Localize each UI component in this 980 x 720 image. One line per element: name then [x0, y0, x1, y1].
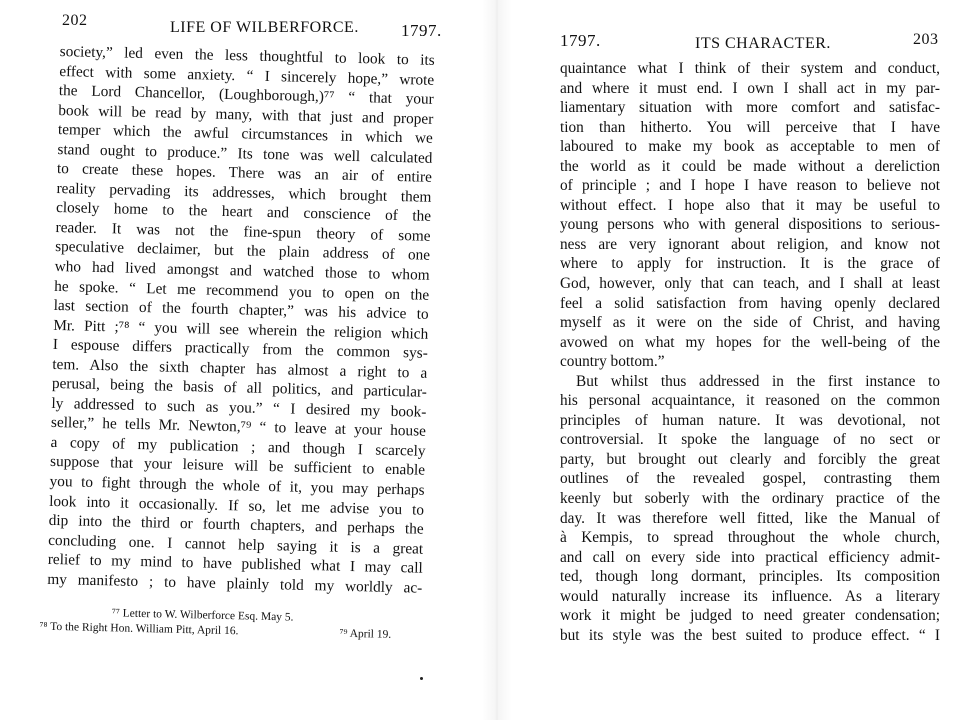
text-line: speculative declaimer, but the plain address of one — [54, 238, 431, 265]
text-line: effect with some anxiety. “ I sincerely hope,” wrote — [59, 62, 435, 89]
right-page-number: 203 — [913, 31, 939, 48]
left-page-number: 202 — [62, 12, 88, 29]
right-page-year: 1797. — [560, 31, 601, 50]
text-line: suppose that your leisure will be sufficient to enable — [49, 453, 426, 480]
right-page-body — [560, 59, 942, 645]
text-line: But whilst thus addressed in the first instance to — [576, 372, 940, 390]
scan-speck — [420, 677, 423, 680]
text-line: party, but brought out clearly and forcibly the great — [560, 450, 940, 468]
right-running-title: ITS CHARACTER. — [695, 35, 831, 52]
text-line: book will be read by many, with that just and proper — [58, 101, 434, 128]
text-line: I espouse differs practically from the common sys- — [52, 336, 428, 362]
text-line: myself as it were on the side of Christ, and having — [560, 314, 940, 332]
text-line: ness are very ignorant about religion, and know not — [560, 235, 940, 253]
text-line: controversial. It spoke the language of no sect or — [560, 431, 940, 449]
text-line: and where it must end. I own I shall act in my par- — [560, 79, 940, 97]
text-line: ted, though long dormant, principles. Its composition — [560, 568, 940, 586]
left-footnotes — [39, 605, 420, 644]
text-line: to create these hopes. There was an air of entire — [56, 160, 433, 187]
text-line: my manifesto ; to have plainly told my worldly ac- — [47, 570, 423, 597]
text-line: reader. It was not the fine-spun theory of some — [55, 218, 431, 245]
left-page-body — [0, 41, 490, 600]
text-line: but its style was the best suited to produce effect. “ I — [560, 626, 940, 644]
text-line: without effect. I hope also that it may be useful to — [560, 196, 940, 214]
text-line: outlines of the revealed gospel, contrasting them — [560, 470, 940, 488]
text-line: his personal acquaintance, it reasoned on the common — [560, 392, 940, 410]
footnote-78: ⁷⁸ To the Right Hon. William Pitt, April 16. — [39, 620, 239, 638]
text-line: work it might be judged to need greater condensation; — [560, 607, 940, 625]
text-line: seller,” he tells Mr. Newton,⁷⁹ “ to leave at your house — [50, 414, 427, 441]
text-line: dip into the third or fourth chapters, and perhaps the — [48, 511, 424, 538]
text-line: a copy of my publication ; and though I scarcely — [50, 433, 426, 460]
text-line: you to fight through the whole of it, you may perhaps — [49, 472, 425, 499]
text-line: laboured to make my book as acceptable to men of — [560, 138, 940, 156]
text-line: country bottom.” — [560, 353, 665, 371]
text-line: the Lord Chancellor, (Loughborough,)⁷⁷ “ that your — [58, 82, 434, 108]
text-line: relief to my mind to have published what I may call — [47, 551, 423, 577]
text-line: à Kempis, to spread throughout the whole church, — [560, 529, 940, 547]
text-line: ly addressed to such as you.” “ I desired my book- — [51, 394, 427, 421]
footnote-79: ⁷⁹ April 19. — [339, 627, 392, 641]
left-page-year: 1797. — [401, 21, 442, 40]
text-line: he spoke. “ Let me recommend you to open on the — [54, 277, 430, 304]
text-line: last section of the fourth chapter,” was his advice to — [53, 297, 429, 323]
left-running-title: LIFE OF WILBERFORCE. — [170, 19, 359, 36]
text-line: liamentary situation with more comfort and satisfac- — [560, 99, 940, 117]
text-line: quaintance what I think of their system and conduct, — [560, 60, 940, 77]
text-line: Mr. Pitt ;⁷⁸ “ you will see wherein the religion which — [53, 316, 429, 343]
text-line: the world as it could be made without a dereliction — [560, 157, 940, 175]
text-line: who had lived amongst and watched those to whom — [54, 257, 430, 284]
text-line: young persons who with general dispositions to serious- — [560, 216, 940, 234]
text-line: where to apply for instruction. It is the grace of — [560, 255, 940, 273]
text-line: feel a solid satisfaction from having openly declared — [560, 294, 940, 312]
text-line: reality pervading its addresses, which brought them — [56, 179, 432, 206]
text-line: concluding one. I cannot help saying it is a great — [48, 531, 424, 558]
text-line: of principle ; and I hope I have reason to believe not — [560, 177, 940, 195]
text-line: day. It was therefore well fitted, like the Manual of — [560, 509, 940, 527]
footnote-77: ⁷⁷ Letter to W. Wilberforce Esq. May 5. — [111, 607, 294, 624]
text-line: look into it occasionally. If so, let me advise you to — [48, 492, 425, 519]
text-line: stand ought to produce.” Its tone was well calculated — [57, 140, 433, 167]
text-line: society,” led even the less thoughtful to look to its — [59, 42, 435, 69]
text-line: keenly but soberly with the ordinary practice of the — [560, 490, 940, 508]
text-line: God, however, only that can teach, and I shall at least — [560, 275, 940, 293]
text-line: tion than hitherto. You will perceive that I have — [560, 118, 940, 136]
text-line: avowed on what my hopes for the well-being of the — [560, 333, 940, 351]
right-page — [490, 0, 980, 720]
text-line: would naturally increase its influence. As a literary — [560, 587, 940, 605]
text-line: perusal, being the basis of all politics, and particular- — [51, 375, 428, 402]
text-line: closely home to the heart and conscience of the — [55, 199, 432, 226]
text-line: temper which the awful circumstances in which we — [57, 121, 434, 147]
text-line: tem. Also the sixth chapter has almost a right to a — [52, 355, 428, 382]
text-line: and call on every side into practical efficiency admit- — [560, 548, 940, 566]
text-line: principles of human nature. It was devotional, not — [560, 411, 940, 429]
